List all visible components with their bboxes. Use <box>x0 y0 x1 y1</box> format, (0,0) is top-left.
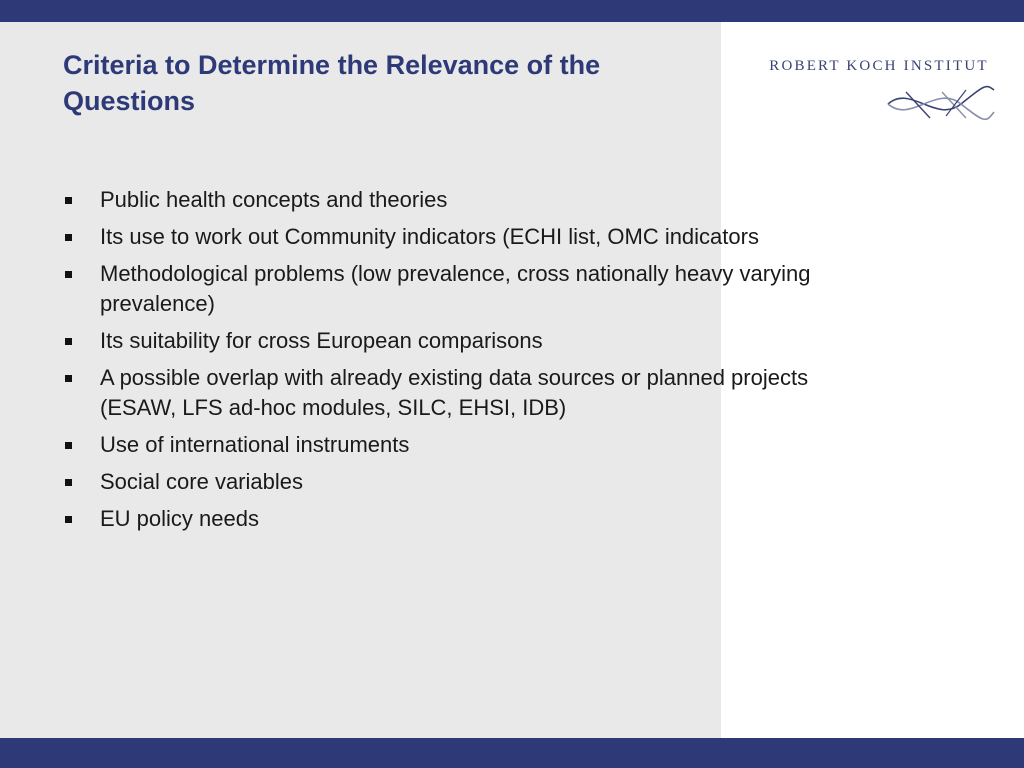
list-item: EU policy needs <box>62 504 842 534</box>
bullet-marker <box>65 234 72 241</box>
bullet-marker <box>65 442 72 449</box>
list-item: A possible overlap with already existing data sources or planned projects (ESAW, LFS ad-hoc modules, SILC, EHSI, IDB) <box>62 363 842 423</box>
rki-logo <box>762 58 1002 128</box>
bullet-marker <box>65 338 72 345</box>
list-item: Use of international instruments <box>62 430 842 460</box>
bullet-list <box>62 185 842 541</box>
list-item: Its suitability for cross European comparisons <box>62 326 842 356</box>
bullet-marker <box>65 375 72 382</box>
bullet-marker <box>65 516 72 523</box>
bullet-marker <box>65 271 72 278</box>
list-item: Social core variables <box>62 467 842 497</box>
list-item: Methodological problems (low prevalence, cross nationally heavy varying prevalence) <box>62 259 842 319</box>
list-item: Its use to work out Community indicators (ECHI list, OMC indicators <box>62 222 842 252</box>
bullet-marker <box>65 197 72 204</box>
rki-helix-logo-icon <box>886 82 996 124</box>
bullet-marker <box>65 479 72 486</box>
slide-title: Criteria to Determine the Relevance of the Questions <box>63 50 601 116</box>
top-bar <box>0 0 1024 22</box>
bottom-bar <box>0 738 1024 768</box>
list-item: Public health concepts and theories <box>62 185 842 215</box>
logo-text: ROBERT KOCH INSTITUT <box>769 58 989 74</box>
